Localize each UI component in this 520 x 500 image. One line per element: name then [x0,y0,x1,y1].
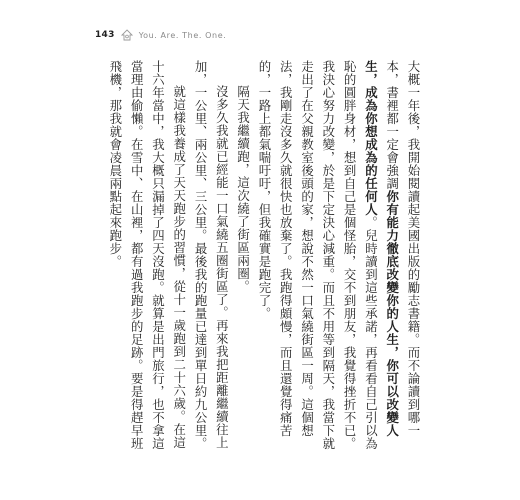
page-header [95,29,226,41]
paragraph [190,60,233,456]
body-text [105,60,424,456]
paragraph-text: 。兒時讀到這些承諾，再看看自己引以為恥的圓胖身材，想到自己是個怪胎，交不到朋友，我覺得挫折不已。我決心努力改變，於是下定決心減重。而且不用等到隔天，我當下就走出了在父親教室後頭的家，想說不然一口氣繞街區一周。這個想法，我剛走沒多久就很快也放棄了。我跑得頗慢，而且還覺得痛苦的，一路上都氣喘吁吁，但我確實是跑完了。 [256,60,379,450]
page-number: 143 [95,30,115,40]
paragraph [105,60,190,456]
paragraph-text: 沒多久我就已經能一口氣繞五圈街區了。再來我把距離繼續往上加，一公里、兩公里、三公里。最後我的跑量已達到單日約九公里。 [193,60,230,450]
book-title: You. Are. The. One. [138,30,227,40]
paragraph [232,60,253,456]
paragraph-text: 就這樣我養成了天天跑步的習慣，從十一歲跑到二十六歲。在這十六年當中，我大概只漏掉了四天沒跑。就算是出門旅行，也不拿這當理由偷懶。在雪中、在山裡，都有過我跑步的足跡。要是得趕早班飛機，那我就會凌晨兩點起來跑步。 [107,60,187,450]
book-logo-icon [120,29,134,41]
emphasized-text: 你有能力徹底改變你的人生，你可以改變人生，成為你想成為的任何人 [363,60,400,437]
paragraph-text: 大概一年後，我開始閱讀起美國出版的勵志書籍。而不論讀到哪一本，書裡都一定會強調 [384,60,421,437]
paragraph [254,60,424,456]
paragraph-text: 隔天我繼續跑，這次繞了街區兩圈。 [235,84,251,293]
